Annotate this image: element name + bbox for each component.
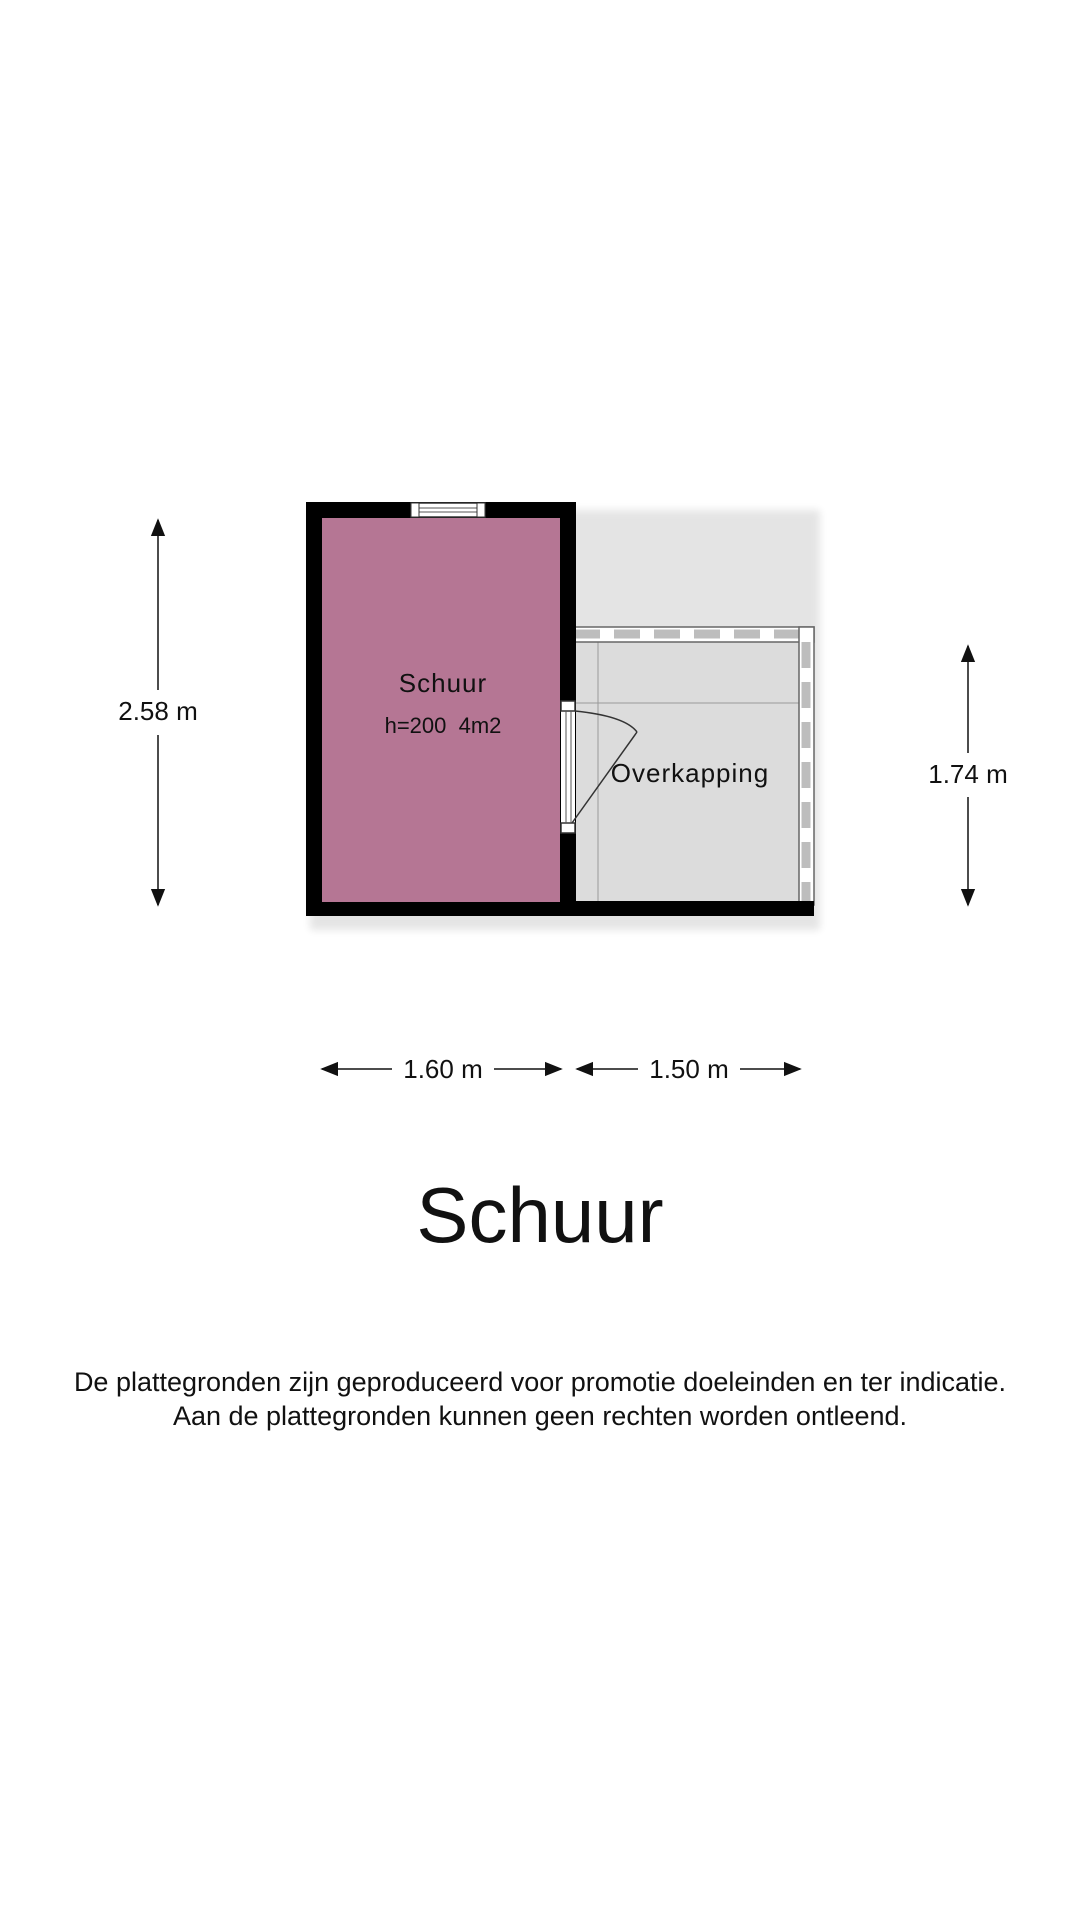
left-height-label: 2.58 m (118, 696, 198, 726)
dimension-right-height (928, 646, 1008, 905)
disclaimer-line-2: Aan de plattegronden kunnen geen rechten worden ontleend. (172, 1401, 908, 1431)
window-icon (411, 503, 485, 517)
dimension-bottom-right-width (577, 1054, 800, 1084)
right-height-label: 1.74 m (928, 759, 1008, 789)
plan-title: Schuur (416, 1171, 664, 1259)
bottom-left-width-label: 1.60 m (403, 1054, 483, 1084)
shed-floor (322, 518, 560, 902)
dimension-bottom-left-width (322, 1054, 561, 1084)
bottom-right-width-label: 1.50 m (649, 1054, 729, 1084)
dimension-left-height (118, 520, 198, 905)
shed-detail-label: h=200 4m2 (384, 713, 502, 738)
canopy-label: Overkapping (610, 758, 770, 788)
disclaimer-line-1: De plattegronden zijn geproduceerd voor promotie doeleinden en ter indicatie. (73, 1367, 1007, 1397)
canopy-bottom-wall (560, 901, 814, 916)
shed-label: Schuur (398, 668, 488, 698)
disclaimer (0, 1365, 1080, 1433)
